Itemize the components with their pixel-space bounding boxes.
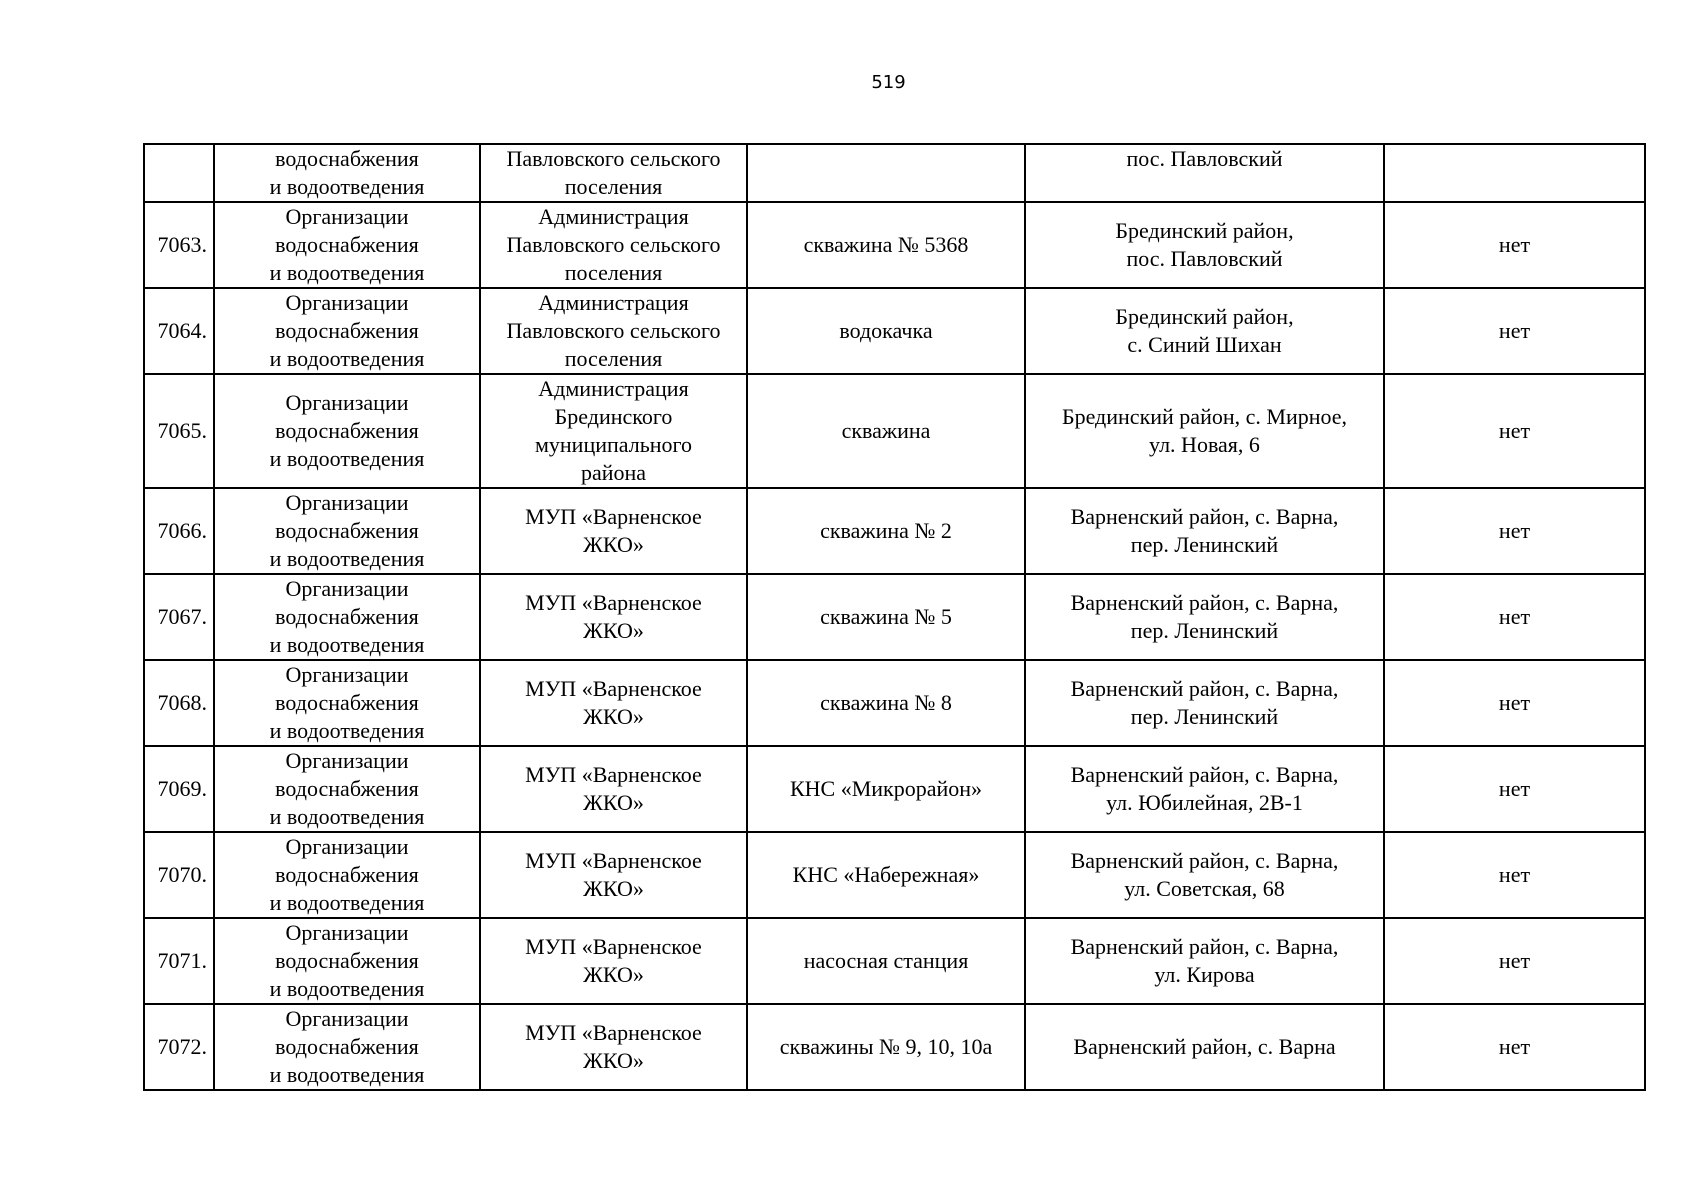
note-cell: нет (1384, 574, 1645, 660)
object-cell: скважина (747, 374, 1025, 488)
row-number-cell: 7072. (144, 1004, 214, 1090)
owner-cell: МУП «Варненское ЖКО» (480, 660, 747, 746)
object-cell (747, 144, 1025, 202)
location-cell: Брединский район, с. Мирное, ул. Новая, 6 (1025, 374, 1384, 488)
location-cell: Варненский район, с. Варна, пер. Ленинский (1025, 660, 1384, 746)
note-cell: нет (1384, 918, 1645, 1004)
note-cell: нет (1384, 746, 1645, 832)
note-cell: нет (1384, 660, 1645, 746)
table-row (144, 832, 1645, 918)
category-cell: Организации водоснабжения и водоотведения (214, 832, 480, 918)
table-row (144, 574, 1645, 660)
row-number-cell: 7068. (144, 660, 214, 746)
object-cell: скважина № 8 (747, 660, 1025, 746)
category-cell: Организации водоснабжения и водоотведения (214, 488, 480, 574)
owner-cell: МУП «Варненское ЖКО» (480, 574, 747, 660)
object-cell: КНС «Микрорайон» (747, 746, 1025, 832)
page-number: 519 (871, 72, 906, 93)
table-row (144, 288, 1645, 374)
row-number-cell: 7065. (144, 374, 214, 488)
location-cell: Брединский район, с. Синий Шихан (1025, 288, 1384, 374)
location-cell: Брединский район, пос. Павловский (1025, 202, 1384, 288)
row-number-cell: 7066. (144, 488, 214, 574)
location-cell: Варненский район, с. Варна, ул. Юбилейная, 2В-1 (1025, 746, 1384, 832)
row-number-cell (144, 144, 214, 202)
owner-cell: Администрация Павловского сельского поселения (480, 202, 747, 288)
table-row (144, 660, 1645, 746)
category-cell: Организации водоснабжения и водоотведения (214, 1004, 480, 1090)
row-number-cell: 7071. (144, 918, 214, 1004)
table-row (144, 144, 1645, 202)
location-cell: Варненский район, с. Варна, ул. Кирова (1025, 918, 1384, 1004)
category-cell: Организации водоснабжения и водоотведения (214, 374, 480, 488)
table-row (144, 918, 1645, 1004)
location-cell: Варненский район, с. Варна, ул. Советская, 68 (1025, 832, 1384, 918)
owner-cell: МУП «Варненское ЖКО» (480, 1004, 747, 1090)
category-cell: Организации водоснабжения и водоотведения (214, 746, 480, 832)
row-number-cell: 7069. (144, 746, 214, 832)
table-row (144, 746, 1645, 832)
table-row (144, 374, 1645, 488)
owner-cell: МУП «Варненское ЖКО» (480, 918, 747, 1004)
owner-cell: МУП «Варненское ЖКО» (480, 488, 747, 574)
category-cell: Организации водоснабжения и водоотведения (214, 202, 480, 288)
category-cell: водоснабжения и водоотведения (214, 144, 480, 202)
location-cell: пос. Павловский (1025, 144, 1384, 202)
owner-cell: МУП «Варненское ЖКО» (480, 746, 747, 832)
row-number-cell: 7064. (144, 288, 214, 374)
note-cell: нет (1384, 374, 1645, 488)
object-cell: скважины № 9, 10, 10а (747, 1004, 1025, 1090)
note-cell: нет (1384, 288, 1645, 374)
object-cell: водокачка (747, 288, 1025, 374)
note-cell (1384, 144, 1645, 202)
category-cell: Организации водоснабжения и водоотведения (214, 918, 480, 1004)
owner-cell: МУП «Варненское ЖКО» (480, 832, 747, 918)
table-row (144, 488, 1645, 574)
object-cell: КНС «Набережная» (747, 832, 1025, 918)
note-cell: нет (1384, 202, 1645, 288)
object-cell: скважина № 5368 (747, 202, 1025, 288)
category-cell: Организации водоснабжения и водоотведения (214, 660, 480, 746)
note-cell: нет (1384, 1004, 1645, 1090)
owner-cell: Администрация Павловского сельского поселения (480, 288, 747, 374)
object-cell: насосная станция (747, 918, 1025, 1004)
table-row (144, 1004, 1645, 1090)
location-cell: Варненский район, с. Варна, пер. Ленинский (1025, 574, 1384, 660)
registry-table (143, 143, 1646, 1091)
object-cell: скважина № 5 (747, 574, 1025, 660)
owner-cell: Павловского сельского поселения (480, 144, 747, 202)
category-cell: Организации водоснабжения и водоотведения (214, 574, 480, 660)
location-cell: Варненский район, с. Варна (1025, 1004, 1384, 1090)
owner-cell: Администрация Брединского муниципального района (480, 374, 747, 488)
row-number-cell: 7067. (144, 574, 214, 660)
row-number-cell: 7070. (144, 832, 214, 918)
row-number-cell: 7063. (144, 202, 214, 288)
note-cell: нет (1384, 832, 1645, 918)
location-cell: Варненский район, с. Варна, пер. Ленинский (1025, 488, 1384, 574)
category-cell: Организации водоснабжения и водоотведения (214, 288, 480, 374)
note-cell: нет (1384, 488, 1645, 574)
table-row (144, 202, 1645, 288)
object-cell: скважина № 2 (747, 488, 1025, 574)
